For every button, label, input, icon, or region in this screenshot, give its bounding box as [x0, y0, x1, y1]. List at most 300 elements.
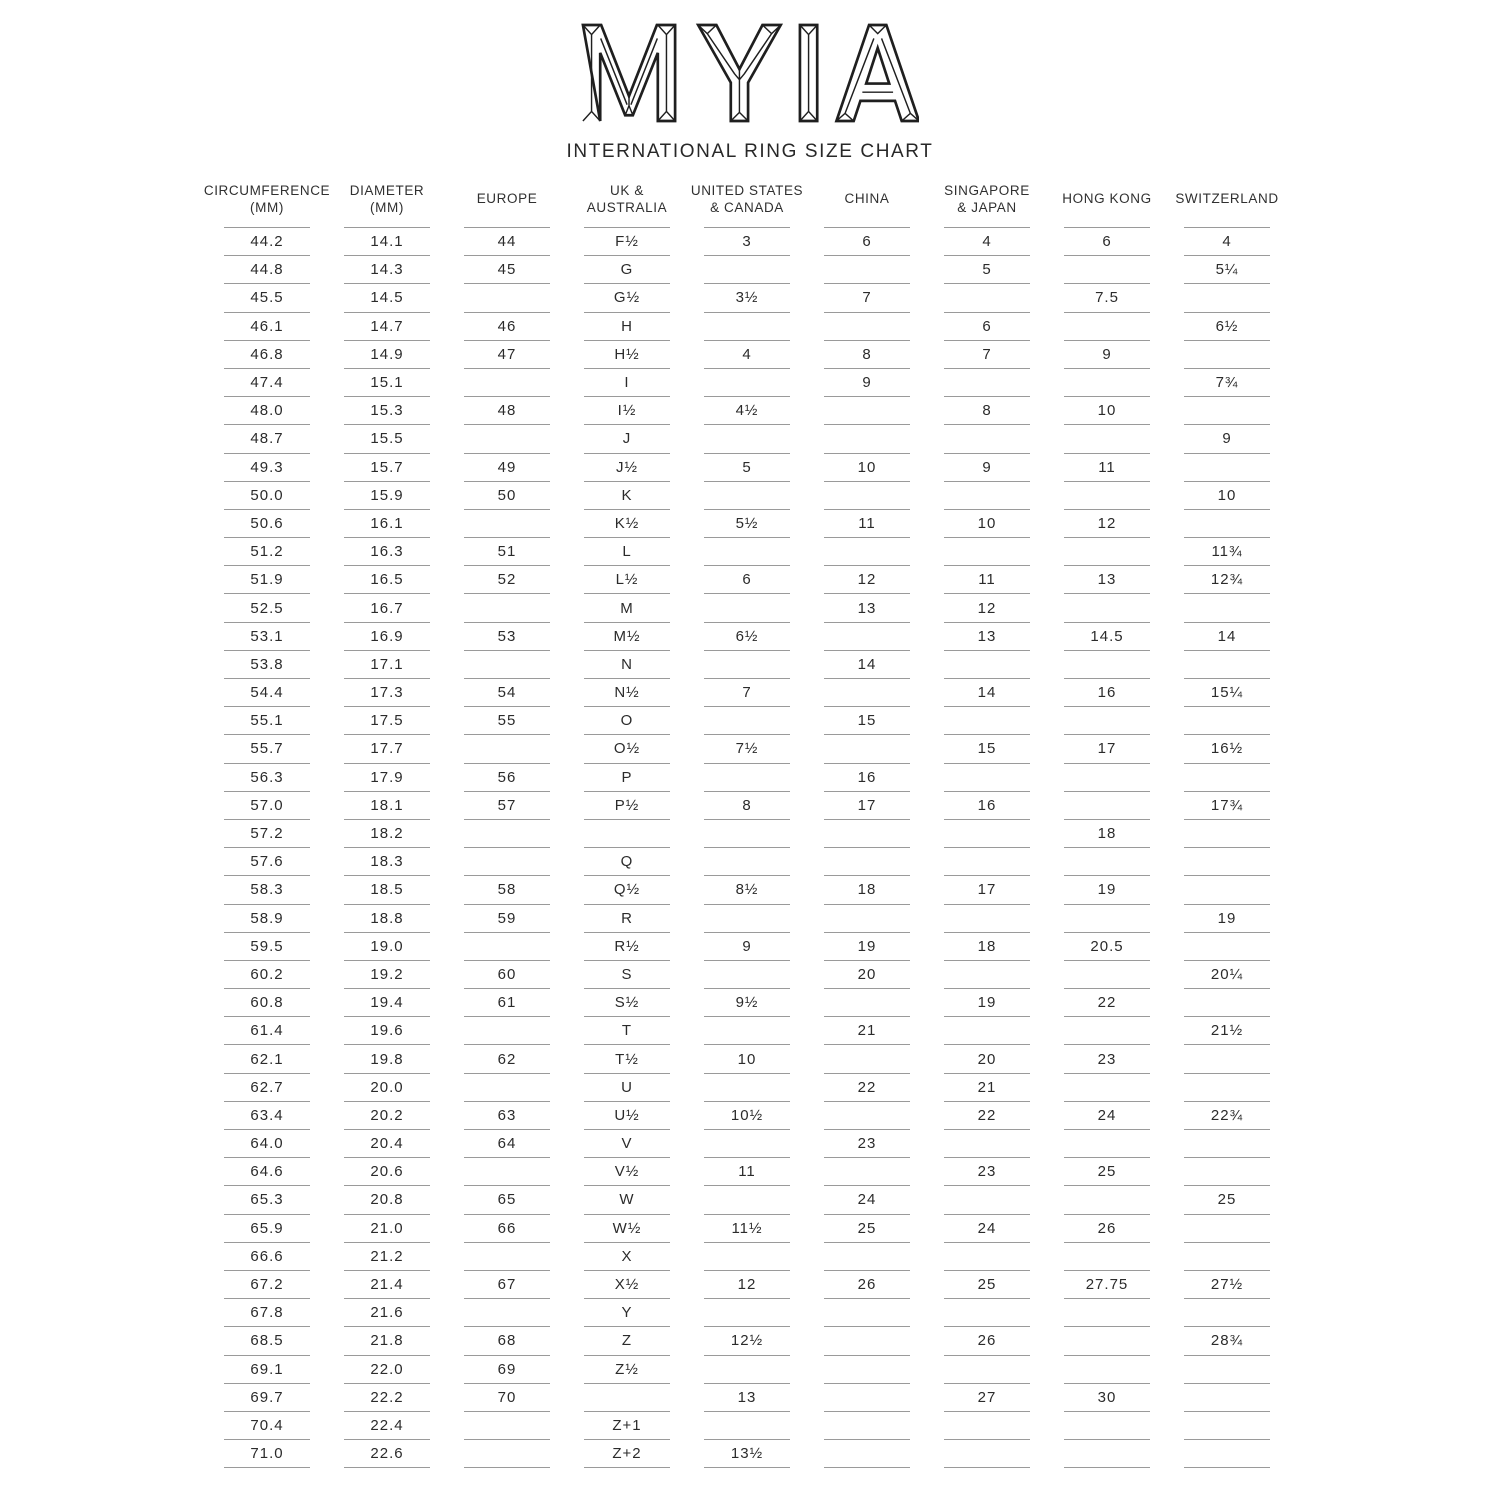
cell-switzerland: [1167, 707, 1287, 735]
cell-switzerland: [1167, 764, 1287, 792]
cell-circumference: 67.8: [207, 1299, 327, 1327]
cell-us-canada: [687, 482, 807, 510]
cell-hong-kong: [1047, 905, 1167, 933]
cell-switzerland: [1167, 848, 1287, 876]
cell-hong-kong: 19: [1047, 876, 1167, 904]
cell-singapore-japan: 21: [927, 1074, 1047, 1102]
table-row: [207, 256, 1287, 284]
cell-europe: 70: [447, 1384, 567, 1412]
cell-circumference: 66.6: [207, 1243, 327, 1271]
cell-singapore-japan: [927, 284, 1047, 312]
cell-us-canada: [687, 707, 807, 735]
cell-diameter: 21.8: [327, 1327, 447, 1355]
cell-hong-kong: 14.5: [1047, 623, 1167, 651]
table-row: [207, 1243, 1287, 1271]
cell-circumference: 64.0: [207, 1130, 327, 1158]
cell-hong-kong: [1047, 1130, 1167, 1158]
page-title: INTERNATIONAL RING SIZE CHART: [566, 141, 934, 162]
table-row: [207, 623, 1287, 651]
cell-diameter: 19.8: [327, 1045, 447, 1073]
cell-hong-kong: 11: [1047, 454, 1167, 482]
table-row: [207, 1412, 1287, 1440]
table-row: [207, 369, 1287, 397]
cell-circumference: 60.2: [207, 961, 327, 989]
cell-hong-kong: [1047, 651, 1167, 679]
cell-china: 8: [807, 341, 927, 369]
cell-china: 19: [807, 933, 927, 961]
cell-circumference: 55.1: [207, 707, 327, 735]
cell-singapore-japan: 4: [927, 228, 1047, 256]
column-header-switzerland: SWITZERLAND: [1167, 185, 1287, 228]
cell-switzerland: 25: [1167, 1186, 1287, 1214]
cell-singapore-japan: [927, 369, 1047, 397]
cell-china: 17: [807, 792, 927, 820]
cell-diameter: 18.5: [327, 876, 447, 904]
cell-china: [807, 735, 927, 763]
cell-switzerland: 17¾: [1167, 792, 1287, 820]
cell-europe: 61: [447, 989, 567, 1017]
table-row: [207, 1356, 1287, 1384]
cell-circumference: 57.2: [207, 820, 327, 848]
cell-uk-australia: T: [567, 1017, 687, 1045]
cell-circumference: 50.6: [207, 510, 327, 538]
cell-hong-kong: 18: [1047, 820, 1167, 848]
cell-circumference: 48.7: [207, 425, 327, 453]
cell-china: [807, 313, 927, 341]
cell-switzerland: [1167, 341, 1287, 369]
cell-circumference: 47.4: [207, 369, 327, 397]
cell-circumference: 51.2: [207, 538, 327, 566]
cell-switzerland: [1167, 1299, 1287, 1327]
cell-china: [807, 397, 927, 425]
cell-europe: [447, 651, 567, 679]
cell-uk-australia: N½: [567, 679, 687, 707]
cell-diameter: 19.4: [327, 989, 447, 1017]
table-row: [207, 482, 1287, 510]
cell-circumference: 46.1: [207, 313, 327, 341]
cell-us-canada: [687, 1412, 807, 1440]
cell-hong-kong: 20.5: [1047, 933, 1167, 961]
table-row: [207, 397, 1287, 425]
cell-uk-australia: [567, 820, 687, 848]
cell-singapore-japan: [927, 425, 1047, 453]
cell-us-canada: 13½: [687, 1440, 807, 1468]
cell-circumference: 44.8: [207, 256, 327, 284]
cell-hong-kong: [1047, 1327, 1167, 1355]
cell-us-canada: [687, 369, 807, 397]
cell-uk-australia: Q: [567, 848, 687, 876]
cell-uk-australia: U: [567, 1074, 687, 1102]
cell-uk-australia: G½: [567, 284, 687, 312]
cell-switzerland: [1167, 933, 1287, 961]
cell-us-canada: 7½: [687, 735, 807, 763]
cell-singapore-japan: 23: [927, 1158, 1047, 1186]
cell-circumference: 55.7: [207, 735, 327, 763]
cell-switzerland: [1167, 989, 1287, 1017]
cell-singapore-japan: 7: [927, 341, 1047, 369]
cell-us-canada: 8: [687, 792, 807, 820]
cell-singapore-japan: [927, 1243, 1047, 1271]
cell-singapore-japan: 5: [927, 256, 1047, 284]
cell-hong-kong: 9: [1047, 341, 1167, 369]
cell-switzerland: 14: [1167, 623, 1287, 651]
cell-europe: 65: [447, 1186, 567, 1214]
cell-diameter: 18.2: [327, 820, 447, 848]
cell-hong-kong: 27.75: [1047, 1271, 1167, 1299]
cell-circumference: 48.0: [207, 397, 327, 425]
cell-europe: 46: [447, 313, 567, 341]
cell-uk-australia: L½: [567, 566, 687, 594]
cell-uk-australia: N: [567, 651, 687, 679]
cell-diameter: 16.1: [327, 510, 447, 538]
cell-china: [807, 1243, 927, 1271]
table-row: [207, 764, 1287, 792]
cell-switzerland: [1167, 397, 1287, 425]
cell-china: [807, 538, 927, 566]
cell-switzerland: [1167, 1074, 1287, 1102]
table-row: [207, 454, 1287, 482]
cell-singapore-japan: 18: [927, 933, 1047, 961]
cell-circumference: 62.7: [207, 1074, 327, 1102]
cell-china: 6: [807, 228, 927, 256]
table-row: [207, 735, 1287, 763]
cell-china: 22: [807, 1074, 927, 1102]
cell-circumference: 52.5: [207, 594, 327, 622]
cell-hong-kong: [1047, 425, 1167, 453]
cell-switzerland: [1167, 1215, 1287, 1243]
cell-diameter: 21.6: [327, 1299, 447, 1327]
column-header-singapore-japan: SINGAPORE & JAPAN: [927, 185, 1047, 228]
cell-diameter: 17.7: [327, 735, 447, 763]
cell-hong-kong: [1047, 792, 1167, 820]
table-row: [207, 228, 1287, 256]
cell-uk-australia: M: [567, 594, 687, 622]
cell-uk-australia: X: [567, 1243, 687, 1271]
cell-hong-kong: 6: [1047, 228, 1167, 256]
cell-circumference: 44.2: [207, 228, 327, 256]
cell-us-canada: [687, 313, 807, 341]
cell-diameter: 22.6: [327, 1440, 447, 1468]
cell-circumference: 51.9: [207, 566, 327, 594]
cell-diameter: 22.2: [327, 1384, 447, 1412]
cell-china: 14: [807, 651, 927, 679]
cell-singapore-japan: 16: [927, 792, 1047, 820]
cell-china: [807, 989, 927, 1017]
cell-singapore-japan: [927, 651, 1047, 679]
cell-hong-kong: [1047, 1186, 1167, 1214]
cell-hong-kong: [1047, 1017, 1167, 1045]
cell-us-canada: [687, 425, 807, 453]
table-row: [207, 284, 1287, 312]
cell-china: [807, 905, 927, 933]
table-row: [207, 1130, 1287, 1158]
cell-circumference: 59.5: [207, 933, 327, 961]
cell-switzerland: [1167, 454, 1287, 482]
cell-singapore-japan: 19: [927, 989, 1047, 1017]
cell-europe: 62: [447, 1045, 567, 1073]
table-row: [207, 792, 1287, 820]
cell-us-canada: 9: [687, 933, 807, 961]
cell-circumference: 49.3: [207, 454, 327, 482]
cell-us-canada: 10½: [687, 1102, 807, 1130]
cell-hong-kong: [1047, 961, 1167, 989]
cell-singapore-japan: 10: [927, 510, 1047, 538]
cell-diameter: 14.5: [327, 284, 447, 312]
cell-uk-australia: P: [567, 764, 687, 792]
cell-us-canada: 8½: [687, 876, 807, 904]
cell-singapore-japan: 8: [927, 397, 1047, 425]
cell-switzerland: 20¼: [1167, 961, 1287, 989]
cell-switzerland: [1167, 284, 1287, 312]
cell-uk-australia: I: [567, 369, 687, 397]
cell-switzerland: [1167, 1130, 1287, 1158]
cell-us-canada: [687, 1130, 807, 1158]
header-row: [207, 185, 1287, 228]
cell-us-canada: 13: [687, 1384, 807, 1412]
cell-switzerland: [1167, 820, 1287, 848]
cell-diameter: 16.5: [327, 566, 447, 594]
cell-uk-australia: K: [567, 482, 687, 510]
table-row: [207, 651, 1287, 679]
cell-us-canada: [687, 651, 807, 679]
cell-china: 7: [807, 284, 927, 312]
column-header-us-canada: UNITED STATES & CANADA: [687, 185, 807, 228]
cell-diameter: 19.2: [327, 961, 447, 989]
cell-switzerland: [1167, 1356, 1287, 1384]
cell-switzerland: [1167, 510, 1287, 538]
cell-europe: [447, 1074, 567, 1102]
cell-china: 16: [807, 764, 927, 792]
cell-europe: 45: [447, 256, 567, 284]
table-row: [207, 1327, 1287, 1355]
cell-circumference: 65.9: [207, 1215, 327, 1243]
cell-diameter: 15.5: [327, 425, 447, 453]
cell-hong-kong: [1047, 482, 1167, 510]
cell-europe: [447, 510, 567, 538]
cell-singapore-japan: 25: [927, 1271, 1047, 1299]
cell-uk-australia: X½: [567, 1271, 687, 1299]
cell-uk-australia: J½: [567, 454, 687, 482]
cell-china: [807, 1412, 927, 1440]
cell-us-canada: 5½: [687, 510, 807, 538]
table-row: [207, 961, 1287, 989]
cell-europe: [447, 1412, 567, 1440]
cell-europe: [447, 425, 567, 453]
cell-circumference: 46.8: [207, 341, 327, 369]
cell-uk-australia: S: [567, 961, 687, 989]
cell-europe: [447, 933, 567, 961]
table-row: [207, 1215, 1287, 1243]
cell-china: 24: [807, 1186, 927, 1214]
cell-diameter: 18.3: [327, 848, 447, 876]
cell-circumference: 56.3: [207, 764, 327, 792]
cell-china: 15: [807, 707, 927, 735]
cell-diameter: 19.0: [327, 933, 447, 961]
table-row: [207, 425, 1287, 453]
table-row: [207, 1440, 1287, 1468]
cell-switzerland: 5¼: [1167, 256, 1287, 284]
cell-singapore-japan: 11: [927, 566, 1047, 594]
cell-uk-australia: Z½: [567, 1356, 687, 1384]
cell-circumference: 53.1: [207, 623, 327, 651]
cell-singapore-japan: 13: [927, 623, 1047, 651]
cell-switzerland: 10: [1167, 482, 1287, 510]
cell-diameter: 18.8: [327, 905, 447, 933]
cell-europe: [447, 369, 567, 397]
cell-europe: 54: [447, 679, 567, 707]
cell-switzerland: 22¾: [1167, 1102, 1287, 1130]
cell-europe: 63: [447, 1102, 567, 1130]
cell-hong-kong: 7.5: [1047, 284, 1167, 312]
logo-letter-a: [836, 25, 919, 121]
cell-us-canada: 6½: [687, 623, 807, 651]
cell-hong-kong: [1047, 538, 1167, 566]
myia-logo: [581, 22, 919, 124]
cell-singapore-japan: [927, 1186, 1047, 1214]
table-row: [207, 538, 1287, 566]
cell-us-canada: 3: [687, 228, 807, 256]
table-row: [207, 989, 1287, 1017]
table-row: [207, 594, 1287, 622]
table-row: [207, 707, 1287, 735]
cell-europe: [447, 735, 567, 763]
cell-china: 10: [807, 454, 927, 482]
table-row: [207, 933, 1287, 961]
cell-diameter: 21.2: [327, 1243, 447, 1271]
cell-diameter: 16.9: [327, 623, 447, 651]
cell-china: [807, 256, 927, 284]
cell-china: [807, 623, 927, 651]
cell-diameter: 20.8: [327, 1186, 447, 1214]
table-row: [207, 1017, 1287, 1045]
cell-singapore-japan: [927, 1412, 1047, 1440]
cell-hong-kong: 24: [1047, 1102, 1167, 1130]
cell-europe: 47: [447, 341, 567, 369]
cell-europe: 68: [447, 1327, 567, 1355]
cell-us-canada: 3½: [687, 284, 807, 312]
cell-hong-kong: 22: [1047, 989, 1167, 1017]
column-header-circumference: CIRCUMFERENCE (MM): [207, 185, 327, 228]
column-header-uk-australia: UK & AUSTRALIA: [567, 185, 687, 228]
cell-singapore-japan: 9: [927, 454, 1047, 482]
logo-letter-y: [698, 25, 781, 121]
cell-hong-kong: [1047, 594, 1167, 622]
cell-hong-kong: 25: [1047, 1158, 1167, 1186]
cell-europe: 55: [447, 707, 567, 735]
cell-uk-australia: G: [567, 256, 687, 284]
table-row: [207, 566, 1287, 594]
cell-china: 13: [807, 594, 927, 622]
cell-switzerland: 27½: [1167, 1271, 1287, 1299]
cell-diameter: 17.9: [327, 764, 447, 792]
cell-circumference: 69.1: [207, 1356, 327, 1384]
cell-circumference: 64.6: [207, 1158, 327, 1186]
cell-circumference: 57.6: [207, 848, 327, 876]
cell-singapore-japan: [927, 1440, 1047, 1468]
cell-diameter: 16.7: [327, 594, 447, 622]
cell-us-canada: [687, 594, 807, 622]
cell-circumference: 67.2: [207, 1271, 327, 1299]
cell-europe: 69: [447, 1356, 567, 1384]
cell-diameter: 22.0: [327, 1356, 447, 1384]
cell-hong-kong: [1047, 707, 1167, 735]
cell-circumference: 53.8: [207, 651, 327, 679]
cell-singapore-japan: [927, 905, 1047, 933]
cell-china: 11: [807, 510, 927, 538]
cell-us-canada: [687, 1074, 807, 1102]
logo-letter-i: [800, 25, 817, 121]
cell-uk-australia: V: [567, 1130, 687, 1158]
cell-hong-kong: 26: [1047, 1215, 1167, 1243]
cell-europe: 64: [447, 1130, 567, 1158]
cell-singapore-japan: [927, 1299, 1047, 1327]
cell-switzerland: 19: [1167, 905, 1287, 933]
cell-singapore-japan: 26: [927, 1327, 1047, 1355]
column-header-diameter: DIAMETER (MM): [327, 185, 447, 228]
table-row: [207, 1074, 1287, 1102]
cell-europe: 57: [447, 792, 567, 820]
cell-us-canada: [687, 1017, 807, 1045]
cell-europe: 58: [447, 876, 567, 904]
cell-hong-kong: 30: [1047, 1384, 1167, 1412]
cell-circumference: 58.3: [207, 876, 327, 904]
cell-uk-australia: O½: [567, 735, 687, 763]
cell-china: 25: [807, 1215, 927, 1243]
cell-europe: 52: [447, 566, 567, 594]
cell-singapore-japan: 17: [927, 876, 1047, 904]
cell-europe: [447, 848, 567, 876]
cell-us-canada: 9½: [687, 989, 807, 1017]
cell-uk-australia: W½: [567, 1215, 687, 1243]
cell-uk-australia: F½: [567, 228, 687, 256]
cell-circumference: 68.5: [207, 1327, 327, 1355]
cell-uk-australia: L: [567, 538, 687, 566]
cell-china: 9: [807, 369, 927, 397]
cell-china: 20: [807, 961, 927, 989]
cell-diameter: 15.1: [327, 369, 447, 397]
table-row: [207, 1102, 1287, 1130]
cell-us-canada: 10: [687, 1045, 807, 1073]
cell-hong-kong: 17: [1047, 735, 1167, 763]
cell-singapore-japan: [927, 1017, 1047, 1045]
cell-singapore-japan: [927, 848, 1047, 876]
cell-us-canada: 11: [687, 1158, 807, 1186]
cell-europe: [447, 284, 567, 312]
cell-switzerland: [1167, 876, 1287, 904]
cell-china: 21: [807, 1017, 927, 1045]
cell-uk-australia: M½: [567, 623, 687, 651]
cell-us-canada: [687, 1243, 807, 1271]
cell-us-canada: 11½: [687, 1215, 807, 1243]
cell-europe: 59: [447, 905, 567, 933]
cell-circumference: 65.3: [207, 1186, 327, 1214]
cell-china: 23: [807, 1130, 927, 1158]
cell-us-canada: [687, 848, 807, 876]
cell-switzerland: 12¾: [1167, 566, 1287, 594]
cell-diameter: 17.3: [327, 679, 447, 707]
cell-europe: 66: [447, 1215, 567, 1243]
cell-uk-australia: P½: [567, 792, 687, 820]
table-row: [207, 905, 1287, 933]
cell-uk-australia: Y: [567, 1299, 687, 1327]
cell-china: [807, 679, 927, 707]
cell-singapore-japan: [927, 961, 1047, 989]
cell-switzerland: [1167, 1412, 1287, 1440]
cell-us-canada: 4: [687, 341, 807, 369]
cell-uk-australia: [567, 1384, 687, 1412]
table-row: [207, 1186, 1287, 1214]
cell-singapore-japan: [927, 538, 1047, 566]
